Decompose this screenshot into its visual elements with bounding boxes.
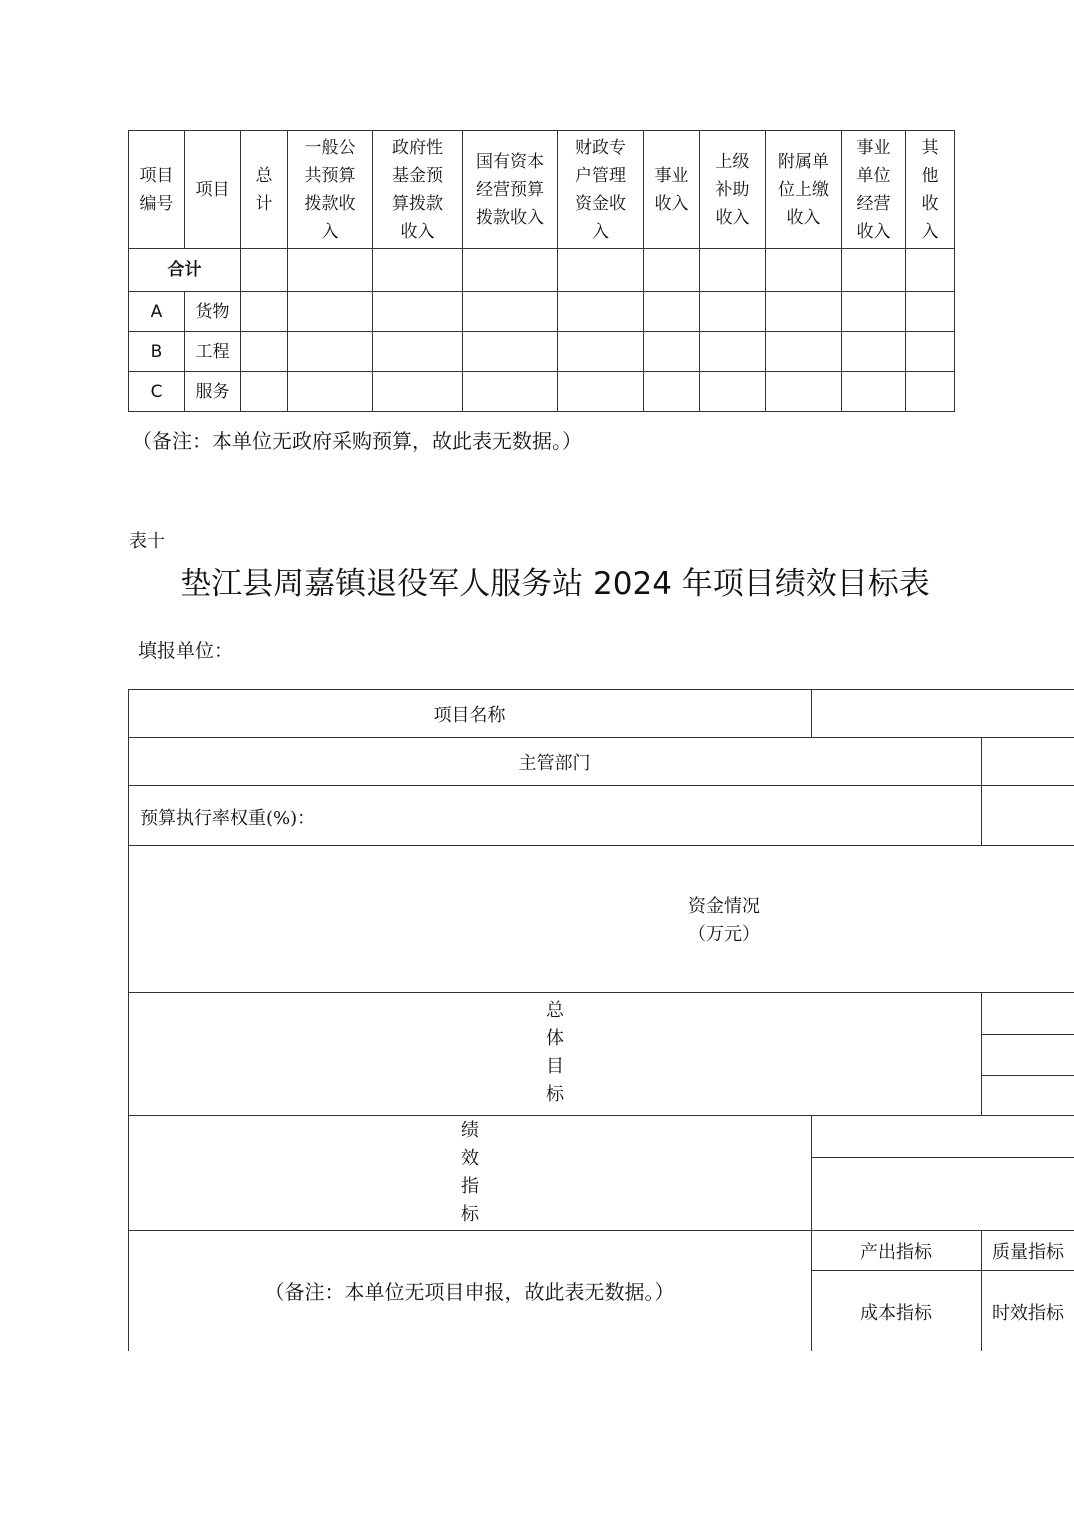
- table-cell: [558, 249, 644, 292]
- table-cell: [558, 372, 644, 412]
- table-rule: [128, 1115, 1074, 1116]
- table-cell: [558, 332, 644, 372]
- table-cell: [463, 292, 558, 332]
- header-cell: 项目: [185, 131, 241, 249]
- table-cell: [288, 249, 373, 292]
- budget-weight-label: 预算执行率权重(%)：: [140, 808, 316, 829]
- table-cell: [288, 372, 373, 412]
- table-cell: [906, 372, 955, 412]
- header-cell: 一般公 共预算 拨款收 入: [288, 131, 373, 249]
- project-name-label: 项目名称: [433, 705, 506, 726]
- table-cell: [766, 292, 842, 332]
- table-cell: [700, 292, 766, 332]
- table-cell: [766, 372, 842, 412]
- table-cell: [700, 332, 766, 372]
- table-row: [129, 332, 955, 372]
- row-name: 服务: [185, 372, 241, 412]
- table-rule: [981, 1075, 1074, 1076]
- cost-index-label: 成本指标: [860, 1303, 932, 1324]
- table-cell: [766, 249, 842, 292]
- page-title: 垫江县周嘉镇退役军人服务站 2024 年项目绩效目标表: [180, 566, 930, 602]
- fund-status-label: 资金情况: [688, 896, 760, 917]
- table-header-row: [129, 131, 955, 249]
- header-cell: 其 他 收 入: [906, 131, 955, 249]
- table-rule: [811, 1270, 1074, 1271]
- procurement-note: （备注：本单位无政府采购预算，故此表无数据。）: [132, 429, 582, 453]
- table-rule: [128, 689, 1074, 690]
- project-note: （备注：本单位无项目申报，故此表无数据。）: [264, 1280, 675, 1304]
- table-rule: [128, 785, 1074, 786]
- header-cell: 上级 补助 收入: [700, 131, 766, 249]
- header-cell: 项目 编号: [129, 131, 185, 249]
- table-rule: [128, 1230, 1074, 1231]
- table-cell: [288, 332, 373, 372]
- output-index-label: 产出指标: [860, 1242, 932, 1263]
- table-rule: [981, 992, 982, 1115]
- performance-index-label: 绩 效 指 标: [461, 1120, 479, 1225]
- table-rule: [981, 1034, 1074, 1035]
- row-name: 工程: [185, 332, 241, 372]
- table-cell: [842, 332, 906, 372]
- fill-unit-label: 填报单位：: [138, 640, 234, 662]
- table-cell: [288, 292, 373, 332]
- table-rule: [128, 992, 1074, 993]
- table-cell: [842, 372, 906, 412]
- table-cell: [241, 372, 288, 412]
- table-tag: 表十: [129, 531, 165, 552]
- table-cell: [558, 292, 644, 332]
- table-cell: [644, 372, 700, 412]
- table-cell: [700, 249, 766, 292]
- table-cell: [373, 332, 463, 372]
- table-cell: [463, 332, 558, 372]
- table-rule: [811, 1157, 1074, 1158]
- table-rule: [811, 689, 812, 737]
- table-row: [129, 292, 955, 332]
- table-cell: [842, 292, 906, 332]
- total-label: 合计: [129, 249, 241, 292]
- table-cell: [766, 332, 842, 372]
- header-cell: 国有资本 经营预算 拨款收入: [463, 131, 558, 249]
- header-cell: 财政专 户管理 资金收 入: [558, 131, 644, 249]
- quality-index-label: 质量指标: [992, 1242, 1064, 1263]
- header-cell: 总 计: [241, 131, 288, 249]
- table-cell: [644, 292, 700, 332]
- fund-unit-label: （万元）: [688, 924, 760, 945]
- table-cell: [906, 249, 955, 292]
- table-cell: [241, 332, 288, 372]
- header-cell: 事业 单位 经营 收入: [842, 131, 906, 249]
- table-cell: [463, 249, 558, 292]
- table-cell: [644, 332, 700, 372]
- row-code: B: [129, 332, 185, 372]
- table-cell: [700, 372, 766, 412]
- overall-goal-label: 总 体 目 标: [546, 1000, 564, 1105]
- time-index-label: 时效指标: [992, 1303, 1064, 1324]
- table-rule: [128, 689, 129, 1351]
- row-name: 货物: [185, 292, 241, 332]
- table-cell: [373, 249, 463, 292]
- table-cell: [463, 372, 558, 412]
- table-cell: [644, 249, 700, 292]
- table-cell: [373, 292, 463, 332]
- header-cell: 事业 收入: [644, 131, 700, 249]
- table-cell: [241, 292, 288, 332]
- table-rule: [981, 737, 982, 845]
- table-cell: [373, 372, 463, 412]
- header-cell: 附属单 位上缴 收入: [766, 131, 842, 249]
- table-cell: [842, 249, 906, 292]
- dept-label: 主管部门: [518, 753, 591, 774]
- table-rule: [128, 737, 1074, 738]
- table-rule: [128, 845, 1074, 846]
- procurement-budget-table: [128, 130, 955, 412]
- header-cell: 政府性 基金预 算拨款 收入: [373, 131, 463, 249]
- total-row: [129, 249, 955, 292]
- row-code: C: [129, 372, 185, 412]
- table-row: [129, 372, 955, 412]
- table-cell: [906, 292, 955, 332]
- table-cell: [906, 332, 955, 372]
- table-rule: [981, 1230, 982, 1351]
- table-cell: [241, 249, 288, 292]
- row-code: A: [129, 292, 185, 332]
